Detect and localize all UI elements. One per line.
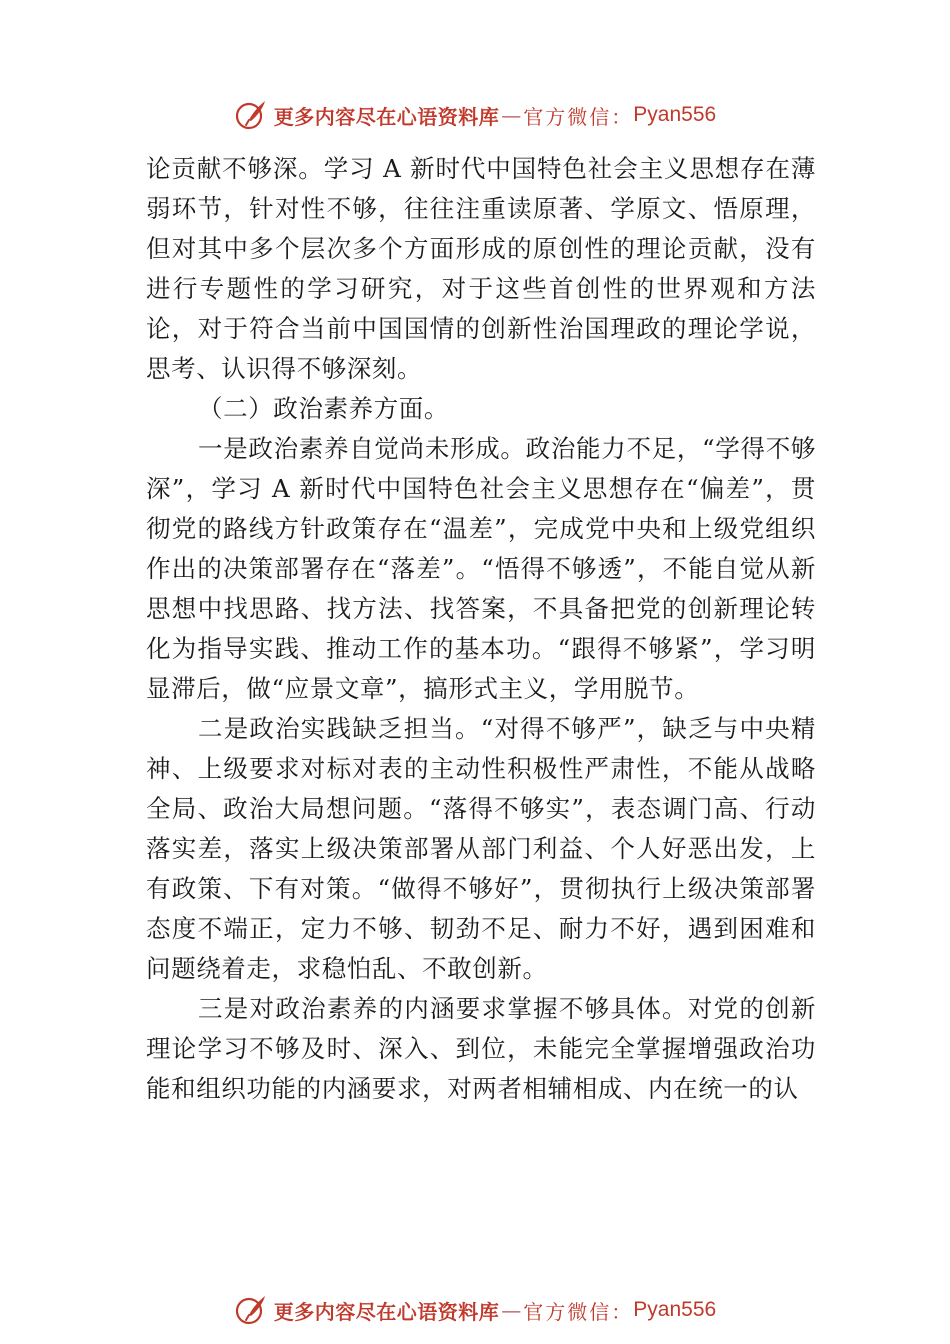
paragraph: 一是政治素养自觉尚未形成。政治能力不足，“学得不够深”，学习 A 新时代中国特色社会主义思想存在“偏差”，贯彻党的路线方针政策存在“温差”，完成党中央和上级党组织作出的决策部署存在“落差”。“悟得不够透”，不能自觉从新思想中找思路、找方法、找答案，不具备把党的创新理论转化为指导实践、推动工作的基本功。“跟得不够紧”，学习明显滞后，做“应景文章”，搞形式主义，学用脱节。 xyxy=(146,434,816,703)
banner-official-label: 官方微信： xyxy=(523,1299,634,1324)
banner-brand-text: 更多内容尽在心语资料库 xyxy=(273,104,500,129)
document-body xyxy=(146,149,816,1109)
section-heading: （二）政治素养方面。 xyxy=(198,394,449,423)
header-banner xyxy=(0,95,950,135)
banner-official-label: 官方微信： xyxy=(523,104,634,129)
paragraph: 二是政治实践缺乏担当。“对得不够严”，缺乏与中央精神、上级要求对标对表的主动性积极性严肃性，不能从战略全局、政治大局想问题。“落得不够实”，表态调门高、行动落实差，落实上级决策部署从部门利益、个人好恶出发，上有政策、下有对策。“做得不够好”，贯彻执行上级决策部署态度不端正，定力不够、韧劲不足、耐力不好，遇到困难和问题绕着走，求稳怕乱、不敢创新。 xyxy=(146,714,816,983)
paragraph: 三是对政治素养的内涵要求掌握不够具体。对党的创新理论学习不够及时、深入、到位，未能完全掌握增强政治功能和组织功能的内涵要求，对两者相辅相成、内在统一的认 xyxy=(146,994,816,1103)
banner-account: Pyan556 xyxy=(633,103,717,126)
footer-banner xyxy=(0,1290,950,1330)
banner-separator: — xyxy=(501,1298,522,1322)
feather-pen-circle-icon xyxy=(234,98,268,132)
banner-account: Pyan556 xyxy=(633,1298,717,1321)
feather-pen-circle-icon xyxy=(234,1293,268,1327)
paragraph-continuation: 论贡献不够深。学习 A 新时代中国特色社会主义思想存在薄弱环节，针对性不够，往往注重读原著、学原文、悟原理，但对其中多个层次多个方面形成的原创性的理论贡献，没有进行专题性的学习研究，对于这些首创性的世界观和方法论，对于符合当前中国国情的创新性治国理政的理论学说，思考、认识得不够深刻。 xyxy=(146,154,816,383)
banner-separator: — xyxy=(501,103,522,127)
banner-brand-text: 更多内容尽在心语资料库 xyxy=(273,1299,500,1324)
